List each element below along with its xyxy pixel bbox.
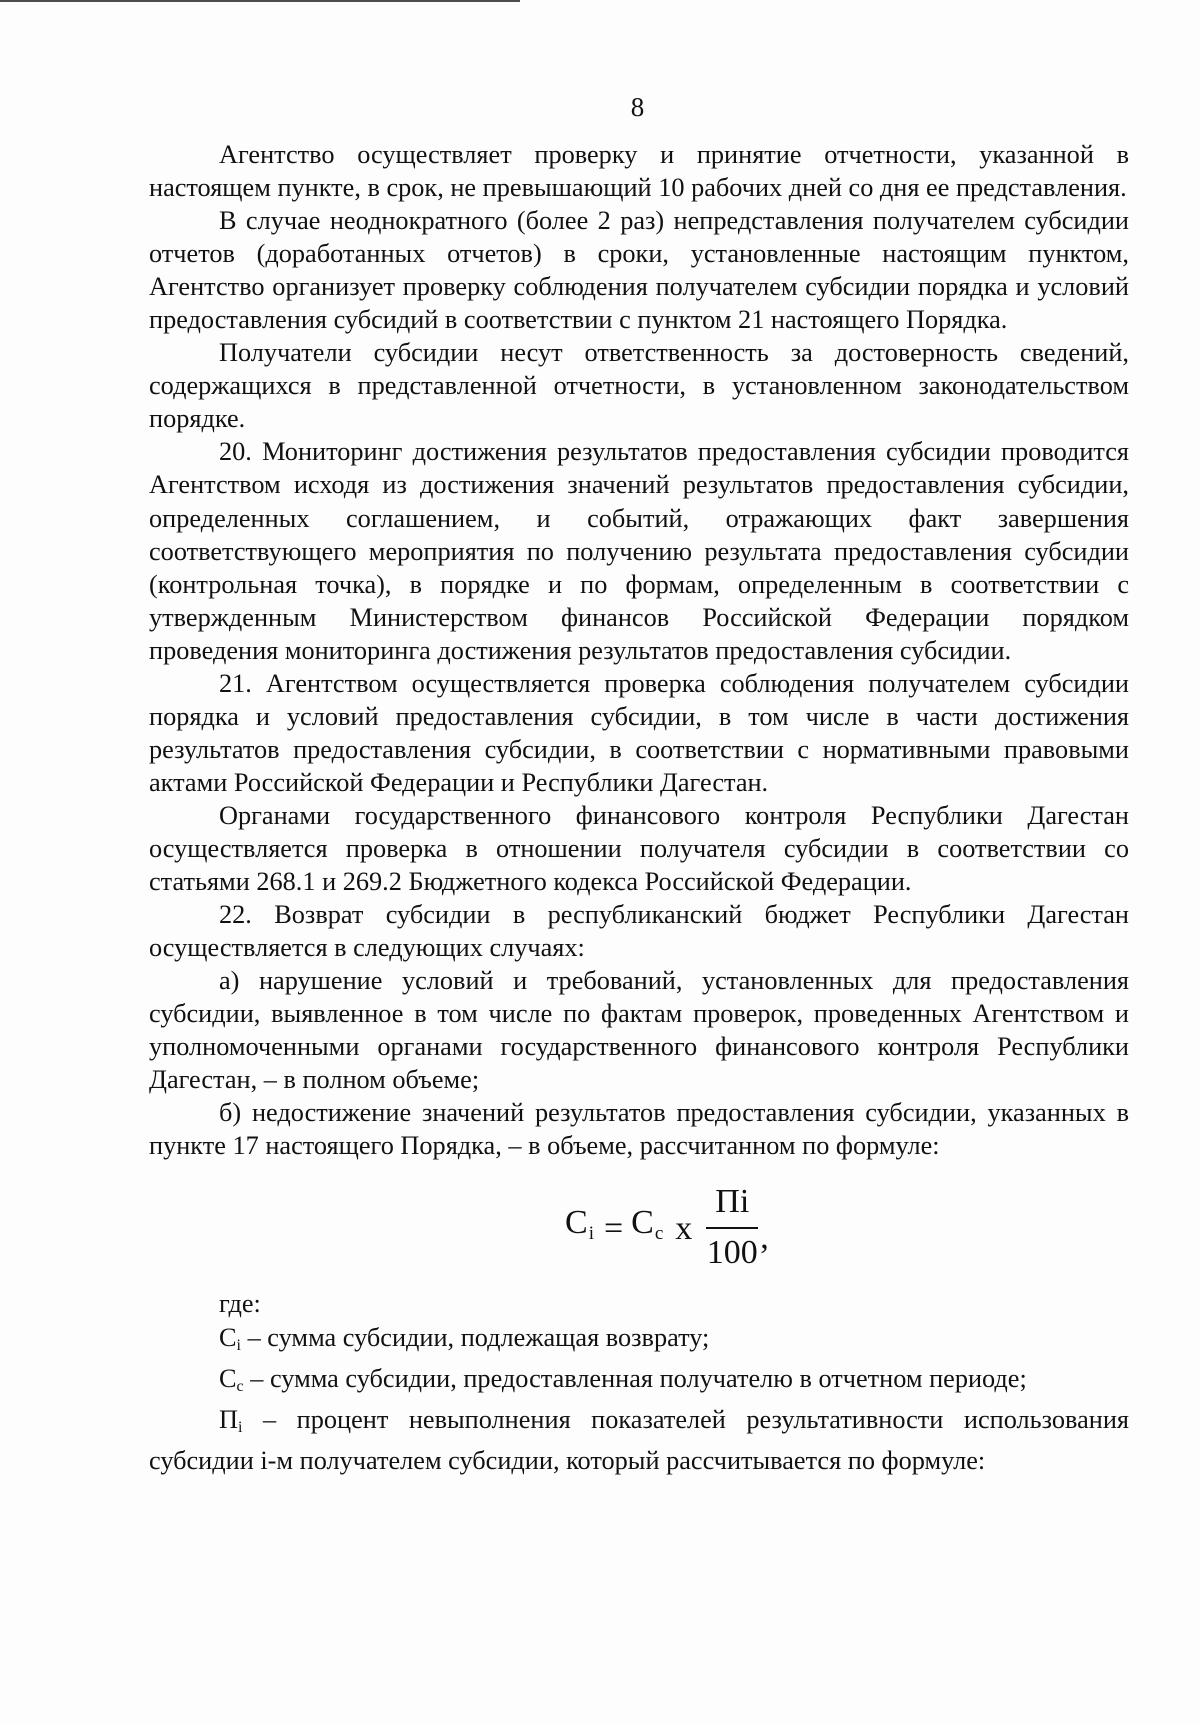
formula-rhs: $C_c$: [631, 1204, 664, 1245]
paragraph-case-b: б) недостижение значений результатов предоставления субсидии, указанных в пункте 17 настоящего Порядка, – в объеме, рассчитанном по формуле:: [149, 1098, 1129, 1161]
where-label: где:: [219, 1289, 261, 1319]
definition-pi: $П_i$ – процент невыполнения показателей результативности использования субсидии i-м получателем субсидии, который рассчитывается по формуле:: [149, 1404, 1129, 1475]
formula-times: x: [675, 1209, 693, 1247]
paragraph-responsibility: Получатели субсидии несут ответственность за достоверность сведений, содержащихся в представленной отчетности, в установленном законодательством порядке.: [149, 338, 1129, 434]
formula-lhs: $C_i$: [565, 1204, 594, 1245]
formula-equals: =: [603, 1209, 624, 1247]
page-number: 8: [630, 92, 645, 122]
refund-formula: [149, 1162, 1129, 1287]
paragraph-financial-control: Органами государственного финансового контроля Республики Дагестан осуществляется проверка в отношении получателя субсидии в соответствии со статьями 268.1 и 269.2 Бюджетного кодекса Российской Федерации.: [149, 800, 1129, 897]
formula-numerator: Пi: [715, 1183, 750, 1221]
definition-ci: $C_i$ – сумма субсидии, подлежащая возврату;: [219, 1322, 710, 1354]
formula-comma: ,: [760, 1218, 769, 1256]
paragraph-report-check: Агентство осуществляет проверку и принятие отчетности, указанной в настоящем пункте, в срок, не превышающий 10 рабочих дней со дня ее представления.: [149, 140, 1129, 203]
formula-fraction: [706, 1182, 758, 1274]
definition-cc: $C_c$ – сумма субсидии, предоставленная получателю в отчетном периоде;: [219, 1363, 1027, 1395]
paragraph-item-20: 20. Мониторинг достижения результатов предоставления субсидии проводится Агентством исходя из достижения значений результатов предоставления субсидии, определенных соглашением, и событий, отражающих факт завершения соответствующего мероприятия по получению результата предоставления субсидии (контрольная точка), в порядке и по формам, определенным в соответствии с утвержденным Министерством финансов Российской Федерации порядком проведения мониторинга достижения результатов предоставления субсидии.: [149, 437, 1129, 665]
scan-edge-line: [0, 0, 520, 2]
paragraph-item-22: 22. Возврат субсидии в республиканский бюджет Республики Дагестан осуществляется в следующих случаях:: [149, 900, 1129, 963]
paragraph-item-21: 21. Агентством осуществляется проверка соблюдения получателем субсидии порядка и условий предоставления субсидии, в том числе в части достижения результатов предоставления субсидии, в соответствии с нормативными правовыми актами Российской Федерации и Республики Дагестан.: [149, 668, 1129, 797]
formula-denominator: 100: [706, 1234, 758, 1272]
document-body: [149, 138, 1129, 1477]
paragraph-repeated-failure: В случае неоднократного (более 2 раз) непредставления получателем субсидии отчетов (доработанных отчетов) в сроки, установленные настоящим пунктом, Агентство организует проверку соблюдения получателем субсидии порядка и условий предоставления субсидий в соответствии с пунктом 21 настоящего Порядка.: [149, 206, 1129, 335]
paragraph-case-a: а) нарушение условий и требований, установленных для предоставления субсидии, выявленное в том числе по фактам проверок, проведенных Агентством и уполномоченными органами государственного финансового контроля Республики Дагестан, – в полном объеме;: [149, 966, 1129, 1095]
formula-expression: [565, 1182, 769, 1274]
